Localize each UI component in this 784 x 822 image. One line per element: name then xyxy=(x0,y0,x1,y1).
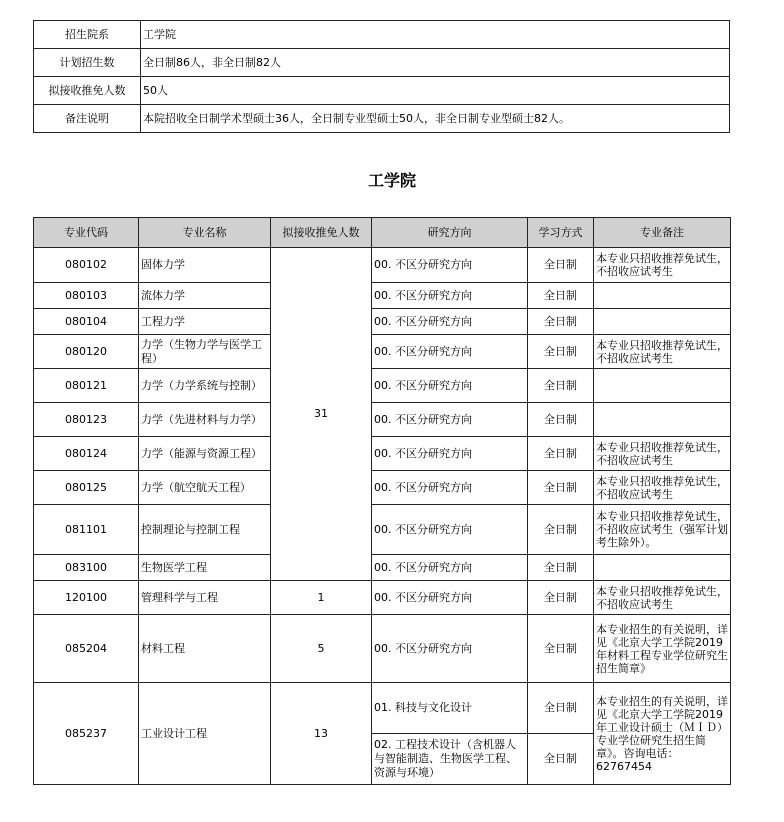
table-row xyxy=(34,615,731,683)
major-name: 力学（生物力学与医学工程） xyxy=(139,335,271,369)
study-mode: 全日制 xyxy=(528,437,594,471)
major-name: 材料工程 xyxy=(139,615,271,683)
info-value: 本院招收全日制学术型硕士36人，全日制专业型硕士50人，非全日制专业型硕士82人。 xyxy=(141,105,730,133)
major-name: 力学（能源与资源工程） xyxy=(139,437,271,471)
research-direction: 00. 不区分研究方向 xyxy=(372,615,528,683)
major-note xyxy=(594,283,731,309)
header-major-name: 专业名称 xyxy=(139,218,271,248)
info-row xyxy=(34,21,730,49)
study-mode: 全日制 xyxy=(528,734,594,785)
major-name: 工程力学 xyxy=(139,309,271,335)
major-code: 080104 xyxy=(34,309,139,335)
study-mode: 全日制 xyxy=(528,403,594,437)
research-direction: 00. 不区分研究方向 xyxy=(372,403,528,437)
major-code: 080125 xyxy=(34,471,139,505)
research-direction: 00. 不区分研究方向 xyxy=(372,505,528,555)
study-mode: 全日制 xyxy=(528,369,594,403)
quota-value: 31 xyxy=(271,248,372,581)
header-major-code: 专业代码 xyxy=(34,218,139,248)
header-major-note: 专业备注 xyxy=(594,218,731,248)
major-note: 本专业招生的有关说明，详见《北京大学工学院2019年材料工程专业学位研究生招生简章》 xyxy=(594,615,731,683)
major-name: 力学（先进材料与力学） xyxy=(139,403,271,437)
major-code: 080120 xyxy=(34,335,139,369)
research-direction: 00. 不区分研究方向 xyxy=(372,437,528,471)
study-mode: 全日制 xyxy=(528,683,594,734)
study-mode: 全日制 xyxy=(528,335,594,369)
major-note: 本专业招生的有关说明，详见《北京大学工学院2019年工业设计硕士（ＭＩＤ）专业学位研究生招生简章》。咨询电话：62767454 xyxy=(594,683,731,785)
major-name: 力学（力学系统与控制） xyxy=(139,369,271,403)
research-direction: 00. 不区分研究方向 xyxy=(372,555,528,581)
research-direction: 01. 科技与文化设计 xyxy=(372,683,528,734)
header-research-direction: 研究方向 xyxy=(372,218,528,248)
major-note xyxy=(594,309,731,335)
info-label: 拟接收推免人数 xyxy=(34,77,141,105)
study-mode: 全日制 xyxy=(528,581,594,615)
research-direction: 00. 不区分研究方向 xyxy=(372,471,528,505)
research-direction: 00. 不区分研究方向 xyxy=(372,283,528,309)
major-code: 080121 xyxy=(34,369,139,403)
section-title: 工学院 xyxy=(367,171,416,190)
study-mode: 全日制 xyxy=(528,248,594,283)
major-code: 080103 xyxy=(34,283,139,309)
major-code: 080124 xyxy=(34,437,139,471)
study-mode: 全日制 xyxy=(528,283,594,309)
study-mode: 全日制 xyxy=(528,309,594,335)
major-name: 力学（航空航天工程） xyxy=(139,471,271,505)
info-row xyxy=(34,77,730,105)
quota-value: 1 xyxy=(271,581,372,615)
major-code: 083100 xyxy=(34,555,139,581)
major-note xyxy=(594,555,731,581)
research-direction: 00. 不区分研究方向 xyxy=(372,581,528,615)
info-value: 工学院 xyxy=(141,21,730,49)
info-label: 备注说明 xyxy=(34,105,141,133)
major-note: 本专业只招收推荐免试生，不招收应试考生 xyxy=(594,581,731,615)
table-row xyxy=(34,309,731,335)
table-row xyxy=(34,403,731,437)
major-note: 本专业只招收推荐免试生，不招收应试考生 xyxy=(594,335,731,369)
major-code: 085204 xyxy=(34,615,139,683)
admission-info-table xyxy=(33,20,730,133)
table-header-row xyxy=(34,218,731,248)
study-mode: 全日制 xyxy=(528,505,594,555)
major-name: 工业设计工程 xyxy=(139,683,271,785)
majors-table xyxy=(33,217,731,785)
header-study-mode: 学习方式 xyxy=(528,218,594,248)
study-mode: 全日制 xyxy=(528,555,594,581)
major-code: 080123 xyxy=(34,403,139,437)
major-note: 本专业只招收推荐免试生，不招收应试考生 xyxy=(594,248,731,283)
table-row xyxy=(34,683,731,734)
research-direction: 00. 不区分研究方向 xyxy=(372,248,528,283)
table-row xyxy=(34,471,731,505)
research-direction: 00. 不区分研究方向 xyxy=(372,335,528,369)
major-name: 生物医学工程 xyxy=(139,555,271,581)
major-name: 固体力学 xyxy=(139,248,271,283)
info-label: 招生院系 xyxy=(34,21,141,49)
major-code: 081101 xyxy=(34,505,139,555)
major-name: 管理科学与工程 xyxy=(139,581,271,615)
major-code: 085237 xyxy=(34,683,139,785)
header-quota: 拟接收推免人数 xyxy=(271,218,372,248)
research-direction: 02. 工程技术设计（含机器人与智能制造、生物医学工程、资源与环境） xyxy=(372,734,528,785)
study-mode: 全日制 xyxy=(528,615,594,683)
major-code: 120100 xyxy=(34,581,139,615)
research-direction: 00. 不区分研究方向 xyxy=(372,369,528,403)
table-row xyxy=(34,437,731,471)
info-value: 全日制86人，非全日制82人 xyxy=(141,49,730,77)
quota-value: 5 xyxy=(271,615,372,683)
info-row xyxy=(34,49,730,77)
info-row xyxy=(34,105,730,133)
major-note xyxy=(594,403,731,437)
table-row xyxy=(34,581,731,615)
major-code: 080102 xyxy=(34,248,139,283)
major-note: 本专业只招收推荐免试生，不招收应试考生（强军计划考生除外）。 xyxy=(594,505,731,555)
major-note: 本专业只招收推荐免试生，不招收应试考生 xyxy=(594,471,731,505)
info-label: 计划招生数 xyxy=(34,49,141,77)
table-row xyxy=(34,555,731,581)
table-row xyxy=(34,283,731,309)
major-name: 控制理论与控制工程 xyxy=(139,505,271,555)
table-row xyxy=(34,335,731,369)
major-note xyxy=(594,369,731,403)
major-name: 流体力学 xyxy=(139,283,271,309)
major-note: 本专业只招收推荐免试生，不招收应试考生 xyxy=(594,437,731,471)
info-value: 50人 xyxy=(141,77,730,105)
study-mode: 全日制 xyxy=(528,471,594,505)
research-direction: 00. 不区分研究方向 xyxy=(372,309,528,335)
quota-value: 13 xyxy=(271,683,372,785)
table-row xyxy=(34,369,731,403)
table-row xyxy=(34,505,731,555)
table-row xyxy=(34,248,731,283)
